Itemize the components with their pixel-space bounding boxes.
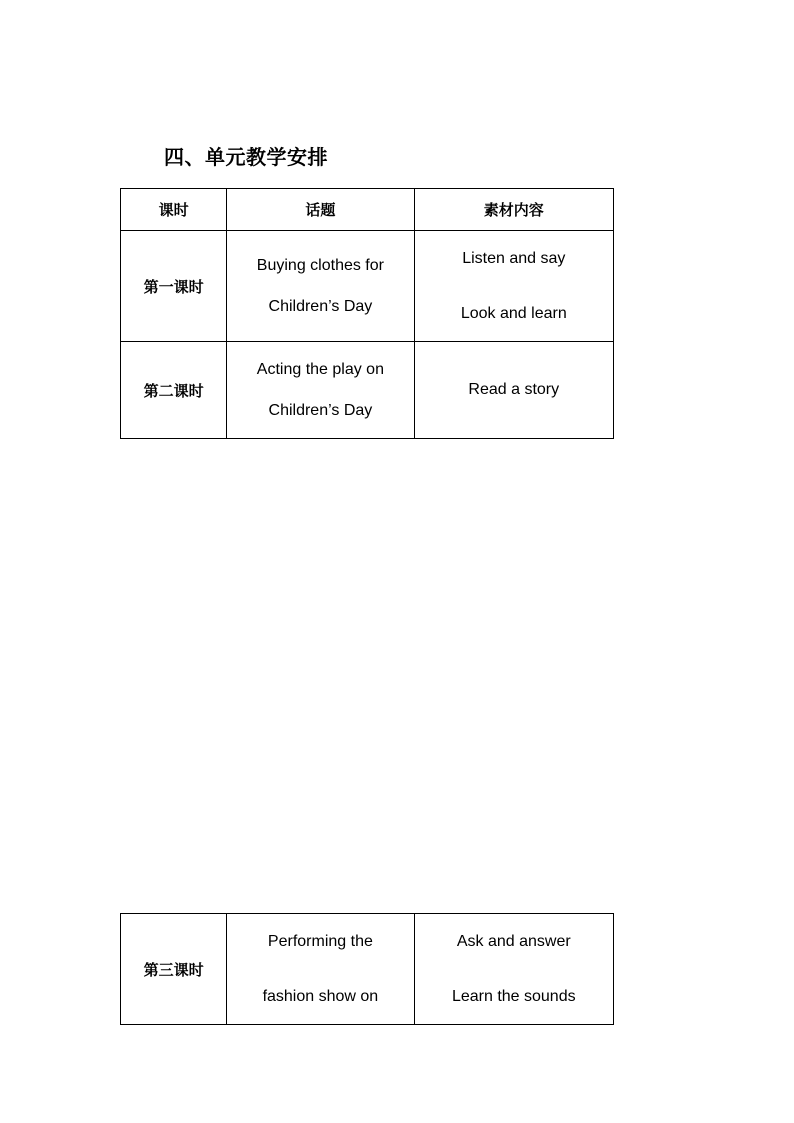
- content-line: Read a story: [468, 381, 560, 398]
- content-cell: [414, 342, 613, 439]
- content-line: Learn the sounds: [451, 988, 576, 1005]
- period-cell: 第一课时: [121, 231, 227, 342]
- topic-cell: [227, 342, 414, 439]
- content-cell: [414, 231, 613, 342]
- topic-line: Children’s Day: [268, 402, 373, 419]
- content-line: Listen and say: [462, 250, 566, 267]
- schedule-table-continued: [120, 913, 614, 1025]
- period-cell: 第二课时: [121, 342, 227, 439]
- header-period: 课时: [121, 189, 227, 231]
- schedule-table: [120, 188, 614, 439]
- topic-line: Acting the play on: [256, 361, 384, 378]
- topic-line: Children’s Day: [268, 298, 373, 315]
- content-line: Look and learn: [460, 305, 567, 322]
- topic-line: Buying clothes for: [256, 257, 384, 274]
- table-row: [121, 914, 614, 1025]
- header-content: 素材内容: [414, 189, 613, 231]
- content-cell: [414, 914, 613, 1025]
- topic-cell: [227, 914, 414, 1025]
- content-line: Ask and answer: [456, 933, 571, 950]
- header-topic: 话题: [227, 189, 414, 231]
- table-row: [121, 342, 614, 439]
- period-cell: 第三课时: [121, 914, 227, 1025]
- table-header-row: [121, 189, 614, 231]
- table-row: [121, 231, 614, 342]
- topic-line: Performing the: [267, 933, 373, 950]
- topic-line: fashion show on: [262, 988, 379, 1005]
- section-heading: 四、单元教学安排: [164, 145, 328, 169]
- topic-cell: [227, 231, 414, 342]
